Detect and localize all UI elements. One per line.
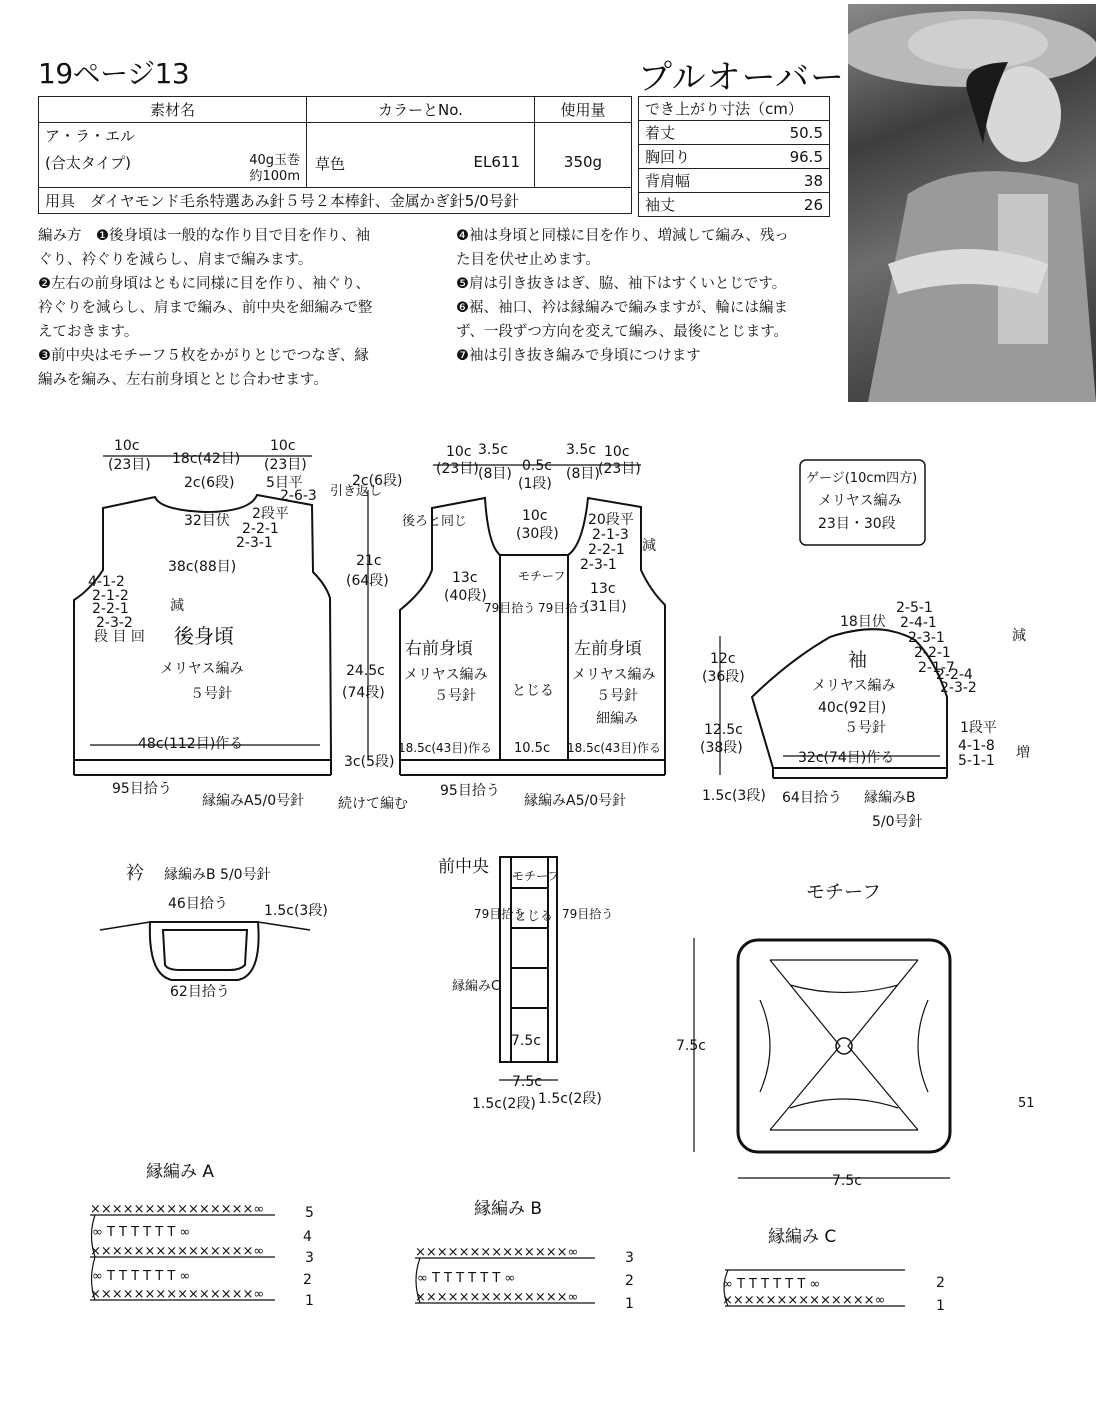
dim-front-1: 10c (446, 444, 472, 460)
edge-a-r3: 3 (305, 1250, 314, 1266)
sleeve-h3: 1.5c(3段) (702, 788, 766, 804)
back-bind-off: 32目伏 (184, 513, 230, 529)
svg-text:∞ T T T T T T ∞: ∞ T T T T T T ∞ (722, 1277, 821, 1292)
dim-front-1-sts: (23目) (436, 461, 479, 477)
front-pick-a: 79目拾う (484, 601, 536, 615)
center-border: 縁編みC (452, 979, 501, 994)
v-border: 3c(5段) (344, 754, 395, 770)
edge-a-title: 縁編み A (146, 1162, 215, 1182)
v-armhole-rows: (64段) (346, 573, 389, 589)
back-width: 38c(88目) (168, 559, 237, 575)
front-decrease: 減 (642, 538, 656, 554)
instructions-left: 編み方 ❶後身頃は一般的な作り目で目を作り、袖 ぐり、衿ぐりを減らし、肩まで編みます。 ❷左右の前身頃はともに同様に目を作り、袖ぐり、 衿ぐりを減らし、肩まで編み、前中央を細編みで整 えておきます。 ❸前中央はモチーフ５枚をかがりとじでつなぎ、縁 編みを編み、左右前身頃ととじ合わせます。 (38, 228, 373, 388)
svg-text:×××××××××××××××∞: ×××××××××××××××∞ (90, 1287, 265, 1302)
short-rows: 引き返し (330, 484, 383, 499)
dim-back-left-sts: (23目) (108, 457, 151, 473)
svg-text:×××××××××××××××∞: ×××××××××××××××∞ (90, 1202, 265, 1217)
yarn-name: ア・ラ・エル (45, 127, 136, 145)
sleeve-title: 袖 (848, 649, 868, 671)
sleeve-h1-rows: (36段) (702, 669, 745, 685)
front-h2: 13c (590, 581, 616, 597)
edge-c-r1: 1 (936, 1298, 945, 1314)
front-r2: 2-1-3 (592, 527, 629, 543)
ball-weight: 40g玉巻 (249, 153, 300, 168)
dim-front-2-sts: (8目) (478, 466, 512, 482)
sleeve-s6: 2-2-4 (936, 667, 973, 683)
gauge-3: 23目・30段 (818, 516, 896, 532)
svg-text:∞ T T T T T T ∞: ∞ T T T T T T ∞ (417, 1271, 516, 1286)
front-h1: 13c (452, 570, 478, 586)
motif-title: モチーフ (806, 881, 882, 903)
motif-h: 7.5c (676, 1038, 706, 1054)
right-front-outline (400, 498, 500, 760)
dim-front-3: 3.5c (566, 442, 596, 458)
edge-a-r1: 1 (305, 1293, 314, 1309)
v-body-rows: (74段) (342, 685, 385, 701)
sleeve-h2-rows: (38段) (700, 740, 743, 756)
sleeve-pick-up: 64目拾う (782, 790, 842, 806)
sleeve-h1: 12c (710, 651, 736, 667)
edge-b-r3: 3 (625, 1250, 634, 1266)
dim-front-mid: 0.5c (522, 458, 552, 474)
front-r4: 2-3-1 (580, 557, 617, 573)
same-as-back: 後ろと同じ (402, 514, 468, 529)
front-r3: 2-2-1 (588, 542, 625, 558)
back-neck-2: 2-2-1 (242, 521, 279, 537)
edge-a-r4: 4 (303, 1229, 312, 1245)
pattern-title: プルオーバー (638, 58, 845, 98)
center-panel-outline (500, 555, 568, 760)
front-w3: 18.5c(43目)作る (567, 741, 661, 755)
sleeve-increase: 増 (1016, 745, 1030, 761)
back-cast-on: 48c(112目)作る (138, 736, 244, 752)
sleeve-decrease: 減 (1012, 628, 1026, 644)
svg-text:××××××××××××××∞: ××××××××××××××∞ (722, 1293, 886, 1308)
collar-depth: 1.5c(3段) (264, 903, 328, 919)
size-row: 胸回り 96.5 (639, 145, 830, 169)
front-h1-rows: (40段) (444, 588, 487, 604)
sleeve-stitch: メリヤス編み (812, 678, 896, 694)
sleeve-width: 40c(92目) (818, 700, 887, 716)
left-front-title: 左前身頃 (574, 639, 642, 659)
center-pick-b: 79目拾う (562, 907, 614, 921)
sleeve-needle: ５号針 (844, 720, 886, 736)
col-material: 素材名 (39, 97, 307, 123)
front-h2-sts: (31目) (584, 599, 627, 615)
edge-a-r5: 5 (305, 1205, 314, 1221)
continue-knit: 続けて編む (338, 796, 408, 812)
size-title: でき上がり寸法（cm） (639, 97, 830, 121)
center-side-2: 1.5c(2段) (538, 1091, 602, 1107)
sleeve-cast-on: 32c(74目)作る (798, 750, 895, 766)
front-pick-b: 79目拾う (538, 601, 590, 615)
gauge-1: ゲージ(10cm四方) (806, 471, 918, 486)
svg-text:∞ T T T T T T ∞: ∞ T T T T T T ∞ (92, 1269, 191, 1284)
back-shoulder-2: 2-6-3 (280, 488, 317, 504)
sleeve-border: 縁編みB (864, 790, 916, 806)
front-sc: 細編み (596, 711, 638, 727)
front-w2: 10.5c (514, 741, 551, 756)
svg-text:×××××××××××××××∞: ×××××××××××××××∞ (90, 1244, 265, 1259)
sleeve-h2: 12.5c (704, 722, 743, 738)
edge-c-title: 縁編み C (768, 1227, 837, 1247)
instructions-right: ❹袖は身頃と同様に目を作り、増減して編み、残っ た目を伏せ止めます。 ❺肩は引き抜きはぎ、脇、袖下はすくいとじです。 ❻裾、袖口、衿は縁編みで編みますが、輪には編ま ず、一段ずつ方向を変えて編み、最後にとじます。 ❼袖は引き抜き編みで身頃につけます (456, 228, 789, 364)
tools-row: 用具 ダイヤモンド毛糸特選あみ針５号２本棒針、金属かぎ針5/0号針 (39, 188, 632, 214)
front-neck: 10c (522, 508, 548, 524)
left-front-stitch: メリヤス編み (572, 667, 656, 683)
back-arm-3: 2-2-1 (92, 601, 129, 617)
v-neck: 2c(6段) (352, 473, 403, 489)
back-pick-up: 95目拾う (112, 781, 172, 797)
dim-back-mid: 18c(42目) (172, 451, 241, 467)
back-title: 後身頃 (174, 624, 234, 648)
collar-title: 衿 (126, 863, 144, 884)
dim-front-mid-rows: (1段) (518, 476, 552, 492)
dim-front-2: 3.5c (478, 442, 508, 458)
v-armhole: 21c (356, 553, 382, 569)
size-row: 背肩幅 38 (639, 169, 830, 193)
back-arm-5: 段 目 回 (94, 629, 145, 645)
size-row: 着丈 50.5 (639, 121, 830, 145)
center-seam: とじる (514, 909, 554, 924)
color-number: EL611 (473, 153, 520, 171)
back-shoulder: 5目平 (266, 475, 303, 491)
sleeve-border-needle: 5/0号針 (872, 814, 923, 830)
right-front-needle: ５号針 (434, 688, 476, 704)
front-r1: 20段平 (588, 512, 634, 528)
dim-front-4-sts: (23目) (598, 461, 641, 477)
center-w: 7.5c (512, 1074, 542, 1090)
dim-back-left: 10c (114, 438, 140, 454)
sleeve-s5: 2-1-7 (918, 660, 955, 676)
front-border: 縁編みA5/0号針 (524, 793, 627, 809)
collar-pick-46: 46目拾う (168, 896, 228, 912)
back-arm-2: 2-1-2 (92, 588, 129, 604)
sleeve-s2: 2-4-1 (900, 615, 937, 631)
center-side-1: 1.5c(2段) (472, 1096, 536, 1112)
back-arm-4: 2-3-2 (96, 615, 133, 631)
edge-b-title: 縁編み B (474, 1199, 543, 1219)
collar-pick-62: 62目拾う (170, 984, 230, 1000)
back-arm-1: 4-1-2 (88, 574, 125, 590)
svg-text:∞ T T T T T T ∞: ∞ T T T T T T ∞ (92, 1225, 191, 1240)
front-neck-rows: (30段) (516, 526, 559, 542)
ball-length: 約100m (249, 169, 300, 184)
yarn-type: (合太タイプ) (45, 154, 131, 172)
page-reference: 19ページ13 (38, 57, 190, 90)
sleeve-s7: 2-3-2 (940, 680, 977, 696)
front-seam: とじる (512, 683, 554, 699)
edge-a-r2: 2 (303, 1272, 312, 1288)
center-pick-a: 79目拾う (474, 907, 526, 921)
front-pick-up: 95目拾う (440, 783, 500, 799)
back-neck-1: 2段平 (252, 506, 289, 522)
dim-back-right: 10c (270, 438, 296, 454)
col-color: カラーとNo. (307, 97, 535, 123)
center-h: 7.5c (511, 1033, 541, 1049)
svg-text:××××××××××××××∞: ××××××××××××××∞ (415, 1245, 579, 1260)
sleeve-bind: 18目伏 (840, 614, 886, 630)
motif-w: 7.5c (832, 1173, 862, 1189)
center-title: 前中央 (438, 857, 489, 877)
back-neck-3: 2-3-1 (236, 535, 273, 551)
sleeve-inc-2: 4-1-8 (958, 738, 995, 754)
right-front-stitch: メリヤス編み (404, 667, 488, 683)
page-number: 51 (1018, 1096, 1035, 1111)
left-front-needle: ５号針 (596, 688, 638, 704)
collar-border: 縁編みB 5/0号針 (164, 867, 271, 883)
back-stitch: メリヤス編み (160, 661, 244, 677)
center-motif: モチーフ (512, 869, 560, 883)
edge-b-r1: 1 (625, 1296, 634, 1312)
right-front-title: 右前身頃 (405, 639, 473, 659)
v-body: 24.5c (346, 663, 385, 679)
front-w1: 18.5c(43目)作る (398, 741, 492, 755)
sleeve-s3: 2-3-1 (908, 630, 945, 646)
sleeve-s4: 2-2-1 (914, 645, 951, 661)
front-motif: モチーフ (518, 569, 566, 583)
svg-text:××××××××××××××∞: ××××××××××××××∞ (415, 1290, 579, 1305)
amount-cell: 350g (535, 123, 632, 188)
edge-c-r2: 2 (936, 1275, 945, 1291)
sleeve-inc-3: 5-1-1 (958, 753, 995, 769)
back-neck-depth: 2c(6段) (184, 475, 235, 491)
sleeve-s1: 2-5-1 (896, 600, 933, 616)
edge-b-r2: 2 (625, 1273, 634, 1289)
color-name: 草色 (315, 155, 346, 173)
back-decrease: 減 (170, 598, 184, 614)
back-needle: ５号針 (190, 686, 232, 702)
back-border: 縁編みA5/0号針 (202, 793, 305, 809)
col-amount: 使用量 (535, 97, 632, 123)
size-row: 袖丈 26 (639, 193, 830, 217)
collar-inner (163, 930, 247, 970)
dim-front-3-sts: (8目) (566, 466, 600, 482)
dim-front-4: 10c (604, 444, 630, 460)
dim-back-right-sts: (23目) (264, 457, 307, 473)
sleeve-inc-1: 1段平 (960, 720, 997, 736)
gauge-2: メリヤス編み (818, 493, 902, 509)
